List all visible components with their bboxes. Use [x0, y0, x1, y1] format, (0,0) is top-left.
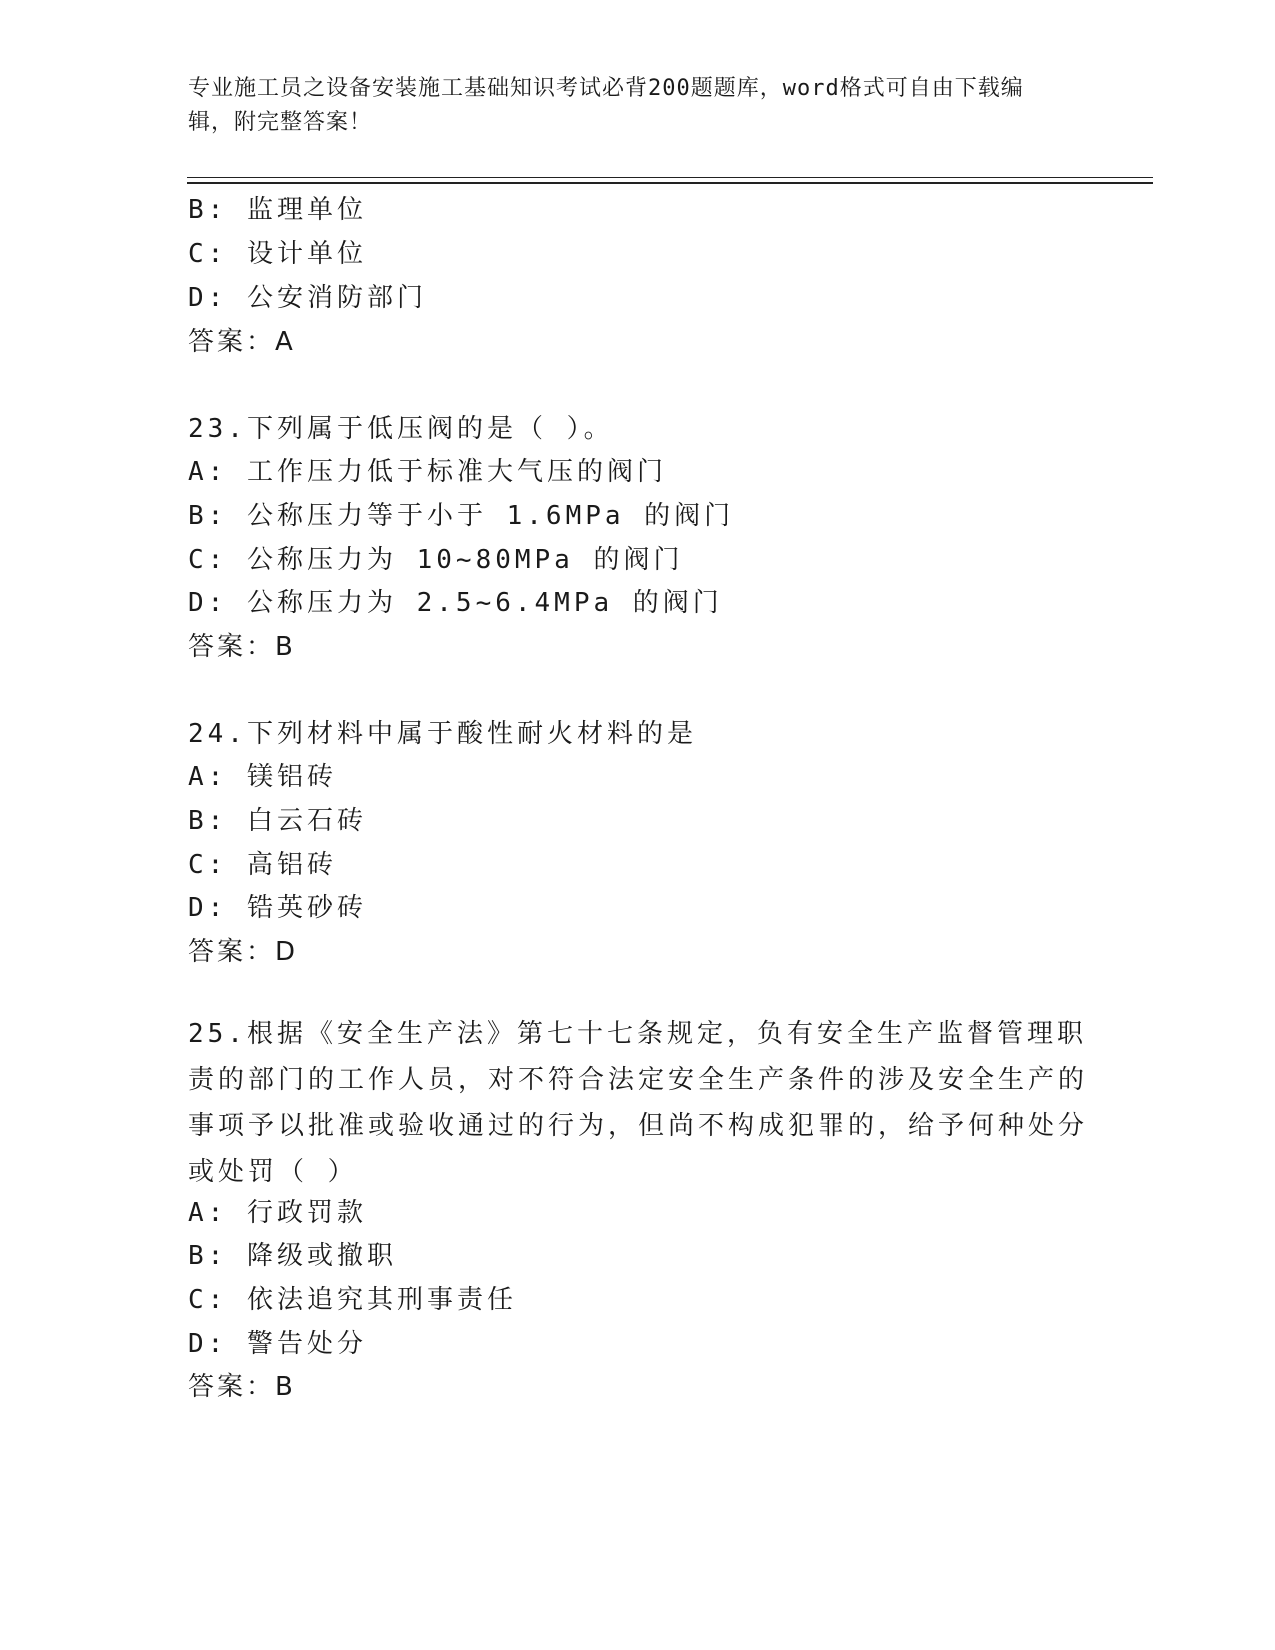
q22-answer: 答案：A: [188, 327, 296, 357]
q22-option-b: B: 监理单位: [188, 195, 367, 225]
q25-option-a: A: 行政罚款: [188, 1198, 367, 1228]
q23-option-a: A: 工作压力低于标准大气压的阀门: [188, 457, 667, 487]
q25-answer: 答案：B: [188, 1372, 296, 1402]
q24-option-c: C: 高铝砖: [188, 850, 337, 880]
q24-stem: 24.下列材料中属于酸性耐火材料的是: [188, 719, 697, 749]
q25-option-d: D: 警告处分: [188, 1329, 367, 1359]
q23-answer: 答案：B: [188, 632, 296, 662]
q23-option-d: D: 公称压力为 2.5~6.4MPa 的阀门: [188, 588, 723, 618]
q23-option-c: C: 公称压力为 10~80MPa 的阀门: [188, 545, 684, 575]
q24-option-b: B: 白云石砖: [188, 806, 367, 836]
q23-stem: 23.下列属于低压阀的是（ ）。: [188, 414, 614, 444]
q24-answer: 答案：D: [188, 937, 299, 967]
q24-option-d: D: 锆英砂砖: [188, 893, 367, 923]
header-rule-thick: [187, 182, 1153, 184]
q23-option-b: B: 公称压力等于小于 1.6MPa 的阀门: [188, 501, 735, 531]
header-rule-thin: [187, 177, 1153, 178]
q24-option-a: A: 镁铝砖: [188, 762, 337, 792]
q22-option-c: C: 设计单位: [188, 239, 367, 269]
q22-option-d: D: 公安消防部门: [188, 283, 427, 313]
q25-option-b: B: 降级或撤职: [188, 1241, 397, 1271]
q25-option-c: C: 依法追究其刑事责任: [188, 1285, 517, 1315]
document-header: 专业施工员之设备安装施工基础知识考试必背200题题库，word格式可自由下载编辑，附完整答案！: [188, 76, 1024, 135]
q25-stem: 25.根据《安全生产法》第七十七条规定，负有安全生产监督管理职责的部门的工作人员，对不符合法定安全生产条件的涉及安全生产的事项予以批准或验收通过的行为，但尚不构成犯罪的，给予何种处分或处罚（ ）: [188, 1019, 1089, 1187]
